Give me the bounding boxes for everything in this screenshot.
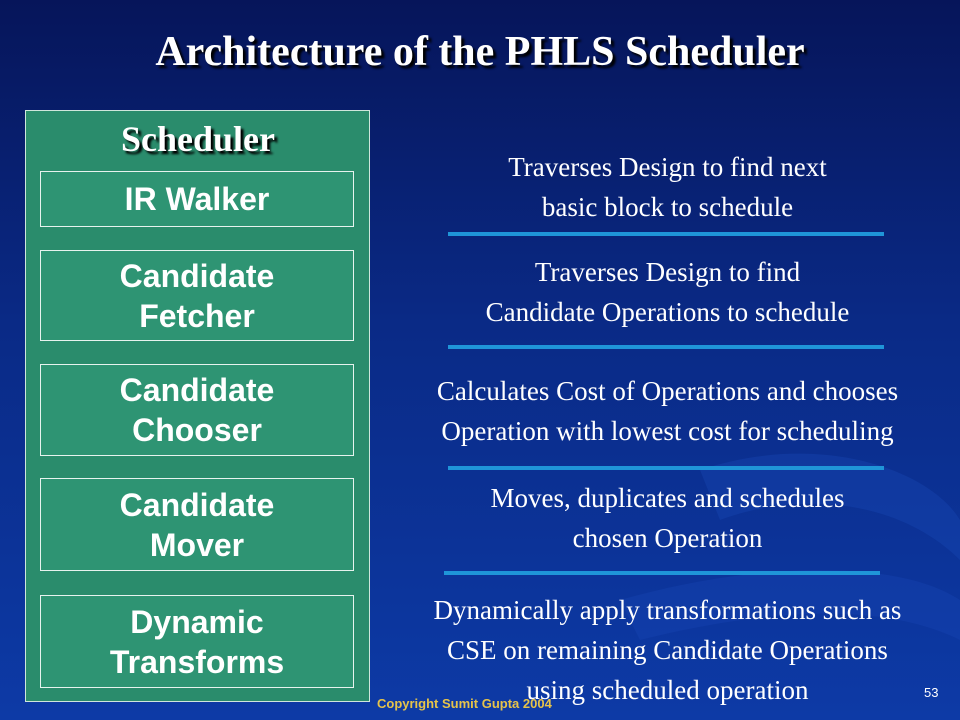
description-ir-walker: Traverses Design to find next basic block to schedule <box>508 152 827 222</box>
component-ir-walker: IR Walker <box>40 171 354 227</box>
copyright-footer: Copyright Sumit Gupta 2004 <box>377 696 552 711</box>
separator-line <box>448 232 884 236</box>
component-candidate-mover: Candidate Mover <box>40 478 354 571</box>
separator-line <box>448 466 884 470</box>
description-candidate-mover: Moves, duplicates and schedules chosen Operation <box>490 483 845 553</box>
description-dynamic-transforms: Dynamically apply transformations such as CSE on remaining Candidate Operations using scheduled operation <box>433 595 902 705</box>
page-number: 53 <box>924 685 939 700</box>
separator-line <box>448 345 884 349</box>
component-dynamic-transforms: Dynamic Transforms <box>40 595 354 688</box>
panel-title: Scheduler <box>120 119 275 159</box>
separator-line <box>444 571 880 575</box>
component-candidate-fetcher: Candidate Fetcher <box>40 250 354 341</box>
component-candidate-chooser: Candidate Chooser <box>40 364 354 456</box>
description-candidate-chooser: Calculates Cost of Operations and chooses Operation with lowest cost for scheduling <box>436 376 899 446</box>
slide-title: Architecture of the PHLS Scheduler <box>155 29 805 75</box>
description-candidate-fetcher: Traverses Design to find Candidate Operations to schedule <box>485 257 850 327</box>
